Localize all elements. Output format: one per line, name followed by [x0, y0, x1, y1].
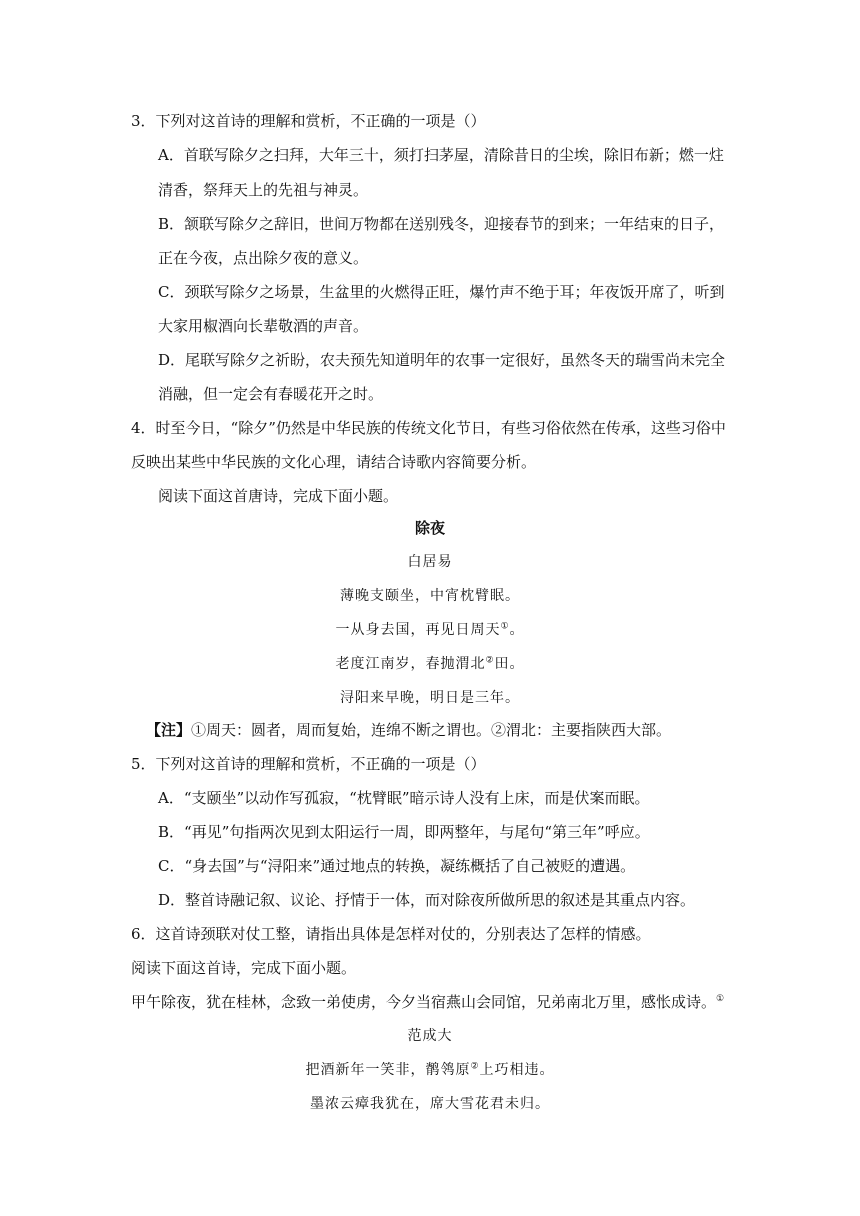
q3-option-d-line2: 消融，但一定会有春暖花开之时。: [158, 385, 384, 403]
q3-option-a-line2: 清香，祭拜天上的先祖与神灵。: [158, 181, 369, 199]
footnote-marker-2: ②: [485, 655, 495, 666]
q3-option-d-line1: D．尾联写除夕之祈盼，农夫预先知道明年的农事一定很好，虽然冬天的瑞雪尚未完全: [158, 351, 726, 369]
poem1-line1: 薄晚支颐坐，中宵枕臂眠。: [340, 588, 520, 604]
q4-line2: 反映出某些中华民族的文化心理，请结合诗歌内容简要分析。: [131, 453, 537, 471]
q3-option-b-line1: B．颔联写除夕之辞旧，世间万物都在送别残冬，迎接春节的到来；一年结束的日子，: [158, 215, 725, 233]
poem2-title: 甲午除夜，犹在桂林，念致一弟使虏，今夕当宿燕山会同馆，兄弟南北万里，感怅成诗。①: [131, 993, 725, 1011]
q3-option-a-line1: A．首联写除夕之扫拜，大年三十，须打扫茅屋，清除昔日的尘埃，除旧布新；燃一炷: [158, 146, 724, 164]
q5-option-a: A．“支颐坐”以动作写孤寂，“枕臂眠”暗示诗人没有上床，而是伏案而眠。: [158, 789, 650, 807]
q5-option-c: C．“身去国”与“浔阳来”通过地点的转换，凝练概括了自己被贬的遭遇。: [158, 857, 636, 875]
poem1-title: 除夜: [414, 519, 445, 537]
q5-stem: 5．下列对这首诗的理解和赏析，不正确的一项是（）: [131, 755, 486, 773]
poem1-line3: 老度江南岁，春抛渭北②田。: [335, 655, 525, 672]
footnote-marker-3: ②: [470, 1061, 480, 1072]
poem2-author: 范成大: [407, 1028, 453, 1044]
reading-instruction-2: 阅读下面这首诗，完成下面小题。: [131, 959, 357, 977]
poem2-line1: 把酒新年一笑非，鹡鸰原②上巧相违。: [305, 1061, 555, 1078]
q5-option-d: D．整首诗融记叙、议论、抒情于一体，而对除夜所做所思的叙述是其重点内容。: [158, 891, 696, 909]
q5-option-b: B．“再见”句指两次见到太阳运行一周，即两整年，与尾句“第三年”呼应。: [158, 823, 650, 841]
poem2-line2: 墨浓云瘴我犹在，席大雪花君未归。: [310, 1096, 550, 1112]
q3-option-c-line2: 大家用椒酒向长辈敬酒的声音。: [158, 317, 369, 335]
q3-option-c-line1: C．颈联写除夕之场景，生盆里的火燃得正旺，爆竹声不绝于耳；年夜饭开席了，听到: [158, 283, 725, 301]
poem1-line2: 一从身去国，再见日周天①。: [335, 621, 525, 638]
q3-option-b-line2: 正在今夜，点出除夕夜的意义。: [158, 249, 369, 267]
poem1-note: [146, 720, 671, 740]
note-label: 【注】: [146, 721, 192, 739]
poem1-author: 白居易: [407, 554, 453, 570]
poem1-line4: 浔阳来早晚，明日是三年。: [340, 690, 520, 706]
q4-line1: 4．时至今日，“除夕”仍然是中华民族的传统文化节日，有些习俗依然在传承，这些习俗中: [131, 419, 726, 437]
q6-stem: 6．这首诗颈联对仗工整，请指出具体是怎样对仗的，分别表达了怎样的情感。: [131, 925, 651, 943]
q3-stem: 3．下列对这首诗的理解和赏析，不正确的一项是（）: [131, 112, 486, 130]
note-text: ①周天：圆者，周而复始，连绵不断之谓也。②渭北：主要指陕西大部。: [191, 721, 672, 739]
footnote-marker-1: ①: [500, 621, 510, 632]
reading-instruction-1: 阅读下面这首唐诗，完成下面小题。: [158, 487, 399, 505]
footnote-marker-title: ①: [716, 994, 725, 1004]
